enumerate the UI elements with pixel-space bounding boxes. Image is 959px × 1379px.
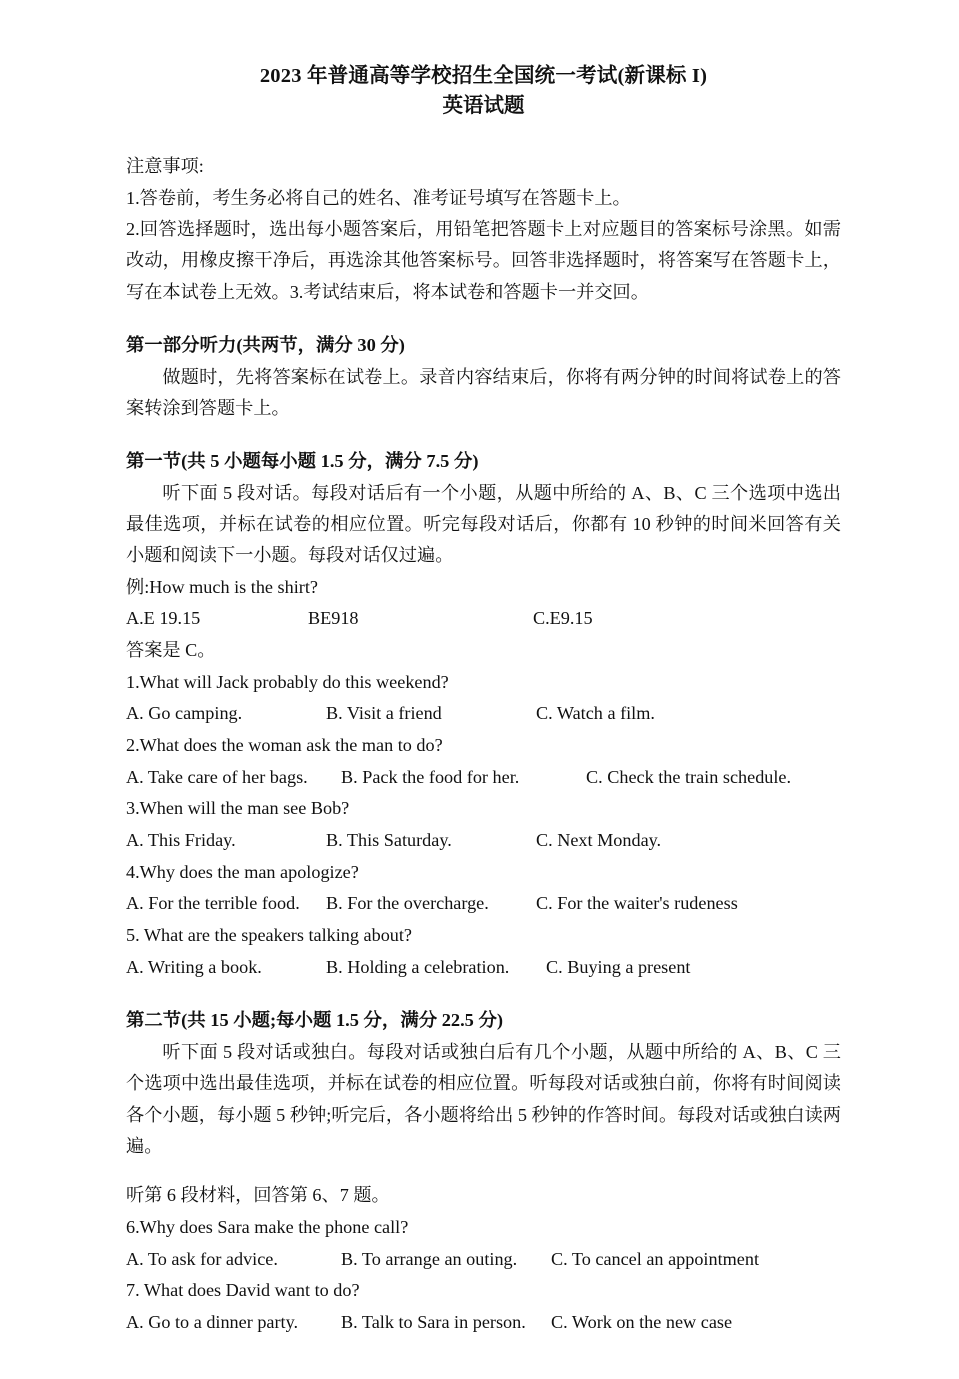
- question-options: [126, 825, 841, 857]
- question-options: [126, 952, 841, 984]
- option-c[interactable]: C. Work on the new case: [551, 1311, 733, 1332]
- question-options: [126, 888, 841, 920]
- option-b[interactable]: B. Visit a friend: [326, 703, 442, 724]
- section-two-intro: 听下面 5 段对话或独白。每段对话或独白后有几个小题，从题中所给的 A、B、C 三个选项中选出最佳选项，并标在试卷的相应位置。听每段对话或独白前，你将有时间阅读各个小题，每小题 5 秒钟;听完后，各小题将给出 5 秒钟的作答时间。每段对话或独白读两遍。: [126, 1042, 841, 1156]
- question-options: [126, 698, 841, 730]
- example-options: [126, 603, 841, 635]
- question-options: [126, 762, 841, 794]
- question-options: [126, 1307, 841, 1339]
- example-option-b[interactable]: BE918: [308, 608, 359, 629]
- example-answer: 答案是 C。: [126, 640, 216, 661]
- notice-item-2: 2.回答选择题时，选出每小题答案后，用铅笔把答题卡上对应题目的答案标号涂黑。如需改动，用橡皮擦干净后，再选涂其他答案标号。回答非选择题时，将答案写在答题卡上，写在本试卷上无效。3.考试结束后，将本试卷和答题卡一并交回。: [126, 219, 841, 302]
- option-a[interactable]: A. Go camping.: [126, 703, 243, 724]
- option-b[interactable]: B. Holding a celebration.: [326, 956, 510, 977]
- question-stem: 7. What does David want to do?: [126, 1280, 360, 1301]
- option-c[interactable]: C. Watch a film.: [536, 703, 655, 724]
- option-a[interactable]: A. Take care of her bags.: [126, 766, 308, 787]
- question-stem: 6.Why does Sara make the phone call?: [126, 1216, 409, 1237]
- example-option-a[interactable]: A.E 19.15: [126, 608, 201, 629]
- part-one-intro: 做题时，先将答案标在试卷上。录音内容结束后，你将有两分钟的时间将试卷上的答案转涂到答题卡上。: [126, 366, 841, 418]
- section-two: [126, 1005, 841, 1338]
- option-c[interactable]: C. Check the train schedule.: [586, 766, 792, 787]
- option-b[interactable]: B. This Saturday.: [326, 830, 452, 851]
- option-b[interactable]: B. Talk to Sara in person.: [341, 1311, 526, 1332]
- spacer: [126, 1162, 841, 1180]
- notice-heading: 注意事项:: [126, 156, 204, 177]
- option-c[interactable]: C. For the waiter's rudeness: [536, 893, 738, 914]
- option-b[interactable]: B. Pack the food for her.: [341, 766, 520, 787]
- question-stem: 4.Why does the man apologize?: [126, 861, 359, 882]
- section-one-intro: 听下面 5 段对话。每段对话后有一个小题，从题中所给的 A、B、C 三个选项中选出最佳选项，并标在试卷的相应位置。听完每段对话后，你都有 10 秒钟的时间米回答有关小题和阅读下一小题。每段对话仅过遍。: [126, 482, 841, 566]
- option-c[interactable]: C. Buying a present: [546, 956, 691, 977]
- notice-section: [126, 151, 841, 307]
- question-stem: 3.When will the man see Bob?: [126, 798, 350, 819]
- option-a[interactable]: A. For the terrible food.: [126, 893, 300, 914]
- question-options: [126, 1244, 841, 1276]
- question-stem: 1.What will Jack probably do this weekend?: [126, 671, 449, 692]
- material-label: 听第 6 段材料，回答第 6、7 题。: [126, 1185, 390, 1206]
- page-title: 2023 年普通高等学校招生全国统一考试(新课标 I): [259, 65, 708, 87]
- option-b[interactable]: B. To arrange an outing.: [341, 1248, 518, 1269]
- option-a[interactable]: A. This Friday.: [126, 830, 236, 851]
- part-one-section: [126, 330, 841, 424]
- section-one: [126, 446, 841, 983]
- option-a[interactable]: A. To ask for advice.: [126, 1248, 278, 1269]
- section-two-heading: 第二节(共 15 小题;每小题 1.5 分，满分 22.5 分): [126, 1010, 503, 1031]
- page-subtitle: 英语试题: [442, 94, 525, 117]
- notice-item-1: 1.答卷前，考生务必将自己的姓名、准考证号填写在答题卡上。: [126, 187, 631, 208]
- question-stem: 5. What are the speakers talking about?: [126, 925, 413, 946]
- option-c[interactable]: C. To cancel an appointment: [551, 1248, 759, 1269]
- option-c[interactable]: C. Next Monday.: [536, 830, 662, 851]
- question-stem: 2.What does the woman ask the man to do?: [126, 735, 443, 756]
- option-a[interactable]: A. Writing a book.: [126, 956, 262, 977]
- option-b[interactable]: B. For the overcharge.: [326, 893, 489, 914]
- option-a[interactable]: A. Go to a dinner party.: [126, 1311, 299, 1332]
- part-one-heading: 第一部分听力(共两节，满分 30 分): [126, 334, 405, 355]
- example-option-c[interactable]: C.E9.15: [533, 608, 593, 629]
- section-one-heading: 第一节(共 5 小题每小题 1.5 分，满分 7.5 分): [126, 451, 479, 472]
- example-question: 例:How much is the shirt?: [126, 576, 318, 597]
